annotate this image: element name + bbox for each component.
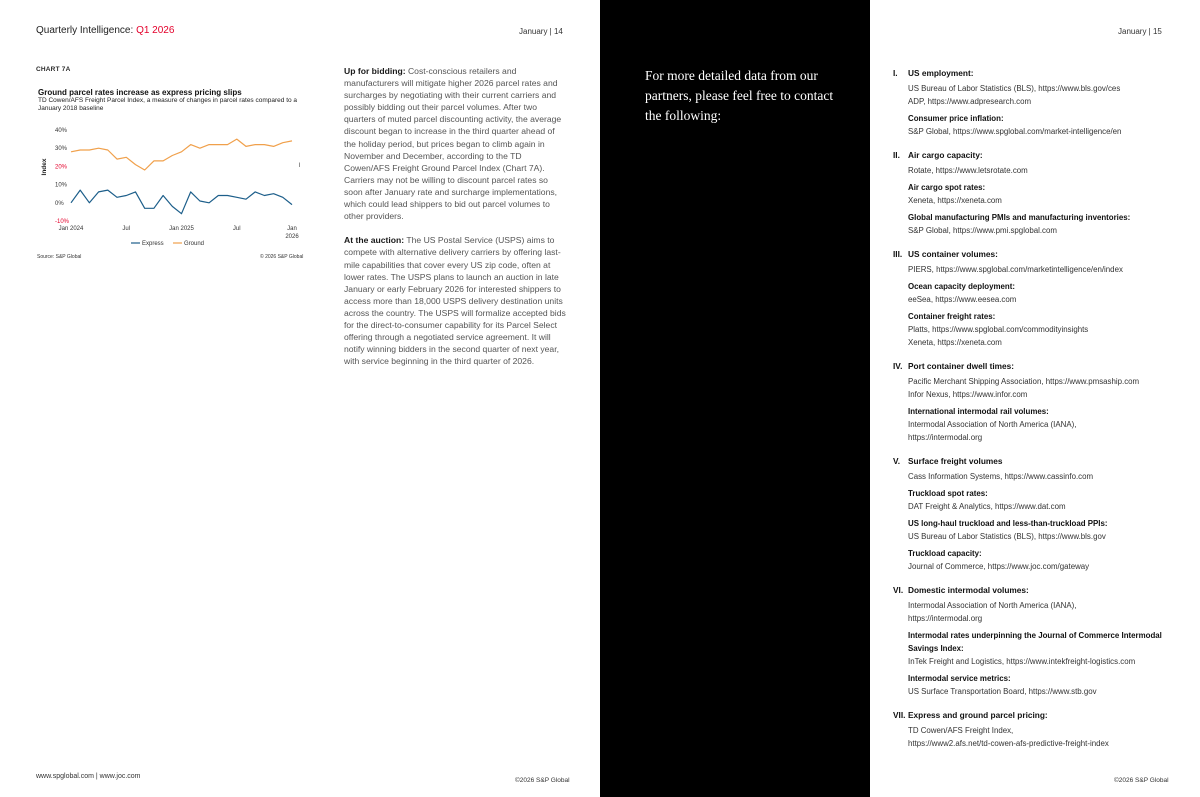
source-section — [893, 709, 1173, 750]
subsection-title: International intermodal rail volumes: — [908, 407, 1049, 416]
source-section-body — [908, 599, 1173, 698]
y-axis-ticks — [55, 128, 70, 225]
paragraph-text: Cost-conscious retailers and manufacturers will mitigate higher 2026 parcel rates and surcharges by negotiating with their current carriers and possibly bidding out their parcel volumes. After two quarters of muted parcel discounting activity, the average discount began to increase in the third quarter ahead of the holiday period, but prices began to climb again in November and December, according to the TD Cowen/AFS Freight Ground Parcel Index (Chart 7A). Carriers may not be willing to discount parcel rates so soon after January rate and surcharge implementations, which could lead shippers to bid out parcel volumes to other providers. — [344, 66, 562, 222]
section-number: VII. — [893, 710, 906, 720]
source-section-heading — [893, 248, 1173, 261]
subsection-title: Container freight rates: — [908, 312, 996, 321]
subsection-title: Ocean capacity deployment: — [908, 282, 1015, 291]
source-line[interactable]: https://intermodal.org — [908, 614, 983, 623]
source-subsection — [908, 487, 1173, 513]
x-tick-label: Jul — [122, 226, 131, 232]
subsection-title: Intermodal rates underpinning the Journal of Commerce Intermodal Savings Index: — [908, 631, 1162, 653]
chart-title: Ground parcel rates increase as express pricing slips — [38, 88, 242, 97]
source-subsection — [908, 112, 1173, 138]
source-section-heading — [893, 67, 1173, 80]
y-tick-label: 30% — [55, 146, 68, 153]
source-line[interactable]: Xeneta, https://xeneta.com — [908, 338, 1002, 347]
source-line[interactable]: Xeneta, https://xeneta.com — [908, 196, 1002, 205]
source-section — [893, 149, 1173, 237]
source-line[interactable]: DAT Freight & Analytics, https://www.dat.com — [908, 502, 1066, 511]
y-tick-label: -10% — [55, 219, 70, 225]
legend-label-express: Express — [142, 241, 164, 247]
report-title-quarter: Q1 2026 — [136, 25, 175, 36]
article-body — [344, 65, 566, 379]
chart-source: Source: S&P Global — [37, 254, 82, 260]
source-section — [893, 455, 1173, 573]
source-line[interactable]: Rotate, https://www.letsrotate.com — [908, 166, 1028, 175]
source-subsection — [908, 629, 1173, 668]
chart-label: CHART 7A — [36, 66, 71, 73]
footer-links[interactable]: www.spglobal.com | www.joc.com — [36, 773, 141, 780]
source-section-body — [908, 82, 1173, 138]
section-title: Express and ground parcel pricing: — [908, 710, 1048, 720]
y-tick-label: 40% — [55, 128, 68, 134]
paragraph-up-for-bidding — [344, 65, 566, 222]
subsection-title: Air cargo spot rates: — [908, 183, 986, 192]
report-title — [36, 25, 174, 36]
source-line[interactable]: US Bureau of Labor Statistics (BLS), https://www.bls.gov/ces — [908, 84, 1121, 93]
source-line[interactable]: Infor Nexus, https://www.infor.com — [908, 390, 1028, 399]
section-title: US container volumes: — [908, 249, 998, 259]
section-number: V. — [893, 456, 901, 466]
chart-series — [71, 139, 292, 214]
subsection-title: Truckload spot rates: — [908, 489, 988, 498]
subsection-title: US long-haul truckload and less-than-truckload PPIs: — [908, 519, 1108, 528]
source-line[interactable]: Intermodal Association of North America (IANA), — [908, 420, 1077, 429]
section-title: Port container dwell times: — [908, 361, 1015, 371]
source-line[interactable]: ADP, https://www.adpresearch.com — [908, 97, 1032, 106]
x-tick-label: Jan — [287, 226, 297, 232]
source-subsection — [908, 280, 1173, 306]
legend-label-ground: Ground — [184, 241, 205, 247]
x-tick-label: Jul — [232, 226, 241, 232]
source-subsection — [908, 547, 1173, 573]
x-tick-label-year: 2026 — [285, 234, 299, 240]
y-tick-label: 0% — [55, 200, 64, 207]
section-number: II. — [893, 150, 900, 160]
series-line-express — [71, 190, 292, 214]
section-number: IV. — [893, 361, 903, 371]
source-line[interactable]: PIERS, https://www.spglobal.com/marketintelligence/en/index — [908, 265, 1123, 274]
section-title: US employment: — [908, 68, 974, 78]
contact-text: For more detailed data from our partners, please feel free to contact the following: — [645, 68, 834, 123]
source-section — [893, 67, 1173, 138]
contact-panel — [600, 0, 870, 797]
subsection-title: Consumer price inflation: — [908, 114, 1004, 123]
section-number: III. — [893, 249, 903, 259]
y-tick-label: 10% — [55, 182, 68, 189]
section-number: VI. — [893, 585, 904, 595]
source-line[interactable]: US Bureau of Labor Statistics (BLS), https://www.bls.gov — [908, 532, 1106, 541]
subsection-title: Global manufacturing PMIs and manufacturing inventories: — [908, 213, 1131, 222]
source-line[interactable]: https://intermodal.org — [908, 433, 983, 442]
source-section-heading — [893, 360, 1173, 373]
source-section-body — [908, 164, 1173, 237]
section-title: Air cargo capacity: — [908, 150, 983, 160]
report-title-prefix: Quarterly Intelligence: — [36, 25, 137, 36]
chart-copyright: © 2026 S&P Global — [260, 254, 304, 260]
series-line-ground — [71, 139, 292, 170]
source-section-heading — [893, 709, 1173, 722]
source-section-heading — [893, 584, 1173, 597]
chart-legend — [131, 241, 204, 247]
source-section-body — [908, 375, 1173, 444]
page-number-right: January | 15 — [1118, 27, 1162, 36]
source-line[interactable]: Cass Information Systems, https://www.cassinfo.com — [908, 472, 1094, 481]
source-line[interactable]: Pacific Merchant Shipping Association, https://www.pmsaship.com — [908, 377, 1140, 386]
source-line[interactable]: Journal of Commerce, https://www.joc.com/gateway — [908, 562, 1090, 571]
source-line[interactable]: US Surface Transportation Board, https://www.stb.gov — [908, 687, 1097, 696]
source-line[interactable]: S&P Global, https://www.pmi.spglobal.com — [908, 226, 1057, 235]
x-axis-ticks — [59, 226, 300, 240]
source-subsection — [908, 181, 1173, 207]
source-line[interactable]: https://www2.afs.net/td-cowen-afs-predictive-freight-index — [908, 739, 1109, 748]
data-sources-list — [893, 67, 1173, 761]
paragraph-at-the-auction — [344, 234, 566, 367]
footer-copyright-right: ©2026 S&P Global — [1114, 777, 1169, 784]
source-subsection — [908, 405, 1173, 444]
source-section-heading — [893, 455, 1173, 468]
subsection-title: Intermodal service metrics: — [908, 674, 1011, 683]
source-line[interactable]: S&P Global, https://www.spglobal.com/market-intelligence/en — [908, 127, 1122, 136]
section-title: Surface freight volumes — [908, 456, 1003, 466]
footer-copyright-left: ©2026 S&P Global — [515, 777, 570, 784]
source-line[interactable]: TD Cowen/AFS Freight Index, — [908, 726, 1014, 735]
paragraph-lead: Up for bidding: — [344, 66, 406, 76]
paragraph-text: The US Postal Service (USPS) aims to compete with alternative delivery carriers by offering last-mile capabilities that cover every US zip code, often at lower rates. The USPS plans to launch an auction in late January or early February 2026 for interested shippers to access more than 18,000 USPS delivery destination units across the country. The USPS will formalize accepted bids for the direct-to-consumer capability for its Parcel Select offering through a negotiated service agreement. It will notify winning bidders in the second quarter of next year, with service beginning in the third quarter of 2026. — [344, 235, 566, 367]
source-section-body — [908, 724, 1173, 750]
source-line[interactable]: eeSea, https://www.eesea.com — [908, 295, 1017, 304]
source-section — [893, 584, 1173, 698]
source-line[interactable]: Platts, https://www.spglobal.com/commodityinsights — [908, 325, 1089, 334]
source-subsection — [908, 211, 1173, 237]
source-line[interactable]: Intermodal Association of North America (IANA), — [908, 601, 1077, 610]
right-edge-marker: l — [299, 163, 301, 169]
y-tick-label: 20% — [55, 164, 68, 171]
paragraph-lead: At the auction: — [344, 235, 405, 246]
source-line[interactable]: InTek Freight and Logistics, https://www.intekfreight-logistics.com — [908, 657, 1136, 666]
subsection-title: Truckload capacity: — [908, 549, 982, 558]
source-section-heading — [893, 149, 1173, 162]
x-tick-label: Jan 2025 — [169, 226, 194, 232]
source-subsection — [908, 672, 1173, 698]
source-section — [893, 360, 1173, 444]
source-section-body — [908, 470, 1173, 573]
source-subsection — [908, 310, 1173, 349]
source-section-body — [908, 263, 1173, 349]
section-number: I. — [893, 68, 898, 78]
x-tick-label: Jan 2024 — [58, 226, 84, 232]
source-section — [893, 248, 1173, 349]
source-subsection — [908, 517, 1173, 543]
chart-subtitle: TD Cowen/AFS Freight Parcel Index, a measure of changes in parcel rates compared to a January 2018 baseline — [38, 97, 298, 112]
parcel-index-chart — [30, 120, 310, 252]
y-axis-label: Index — [41, 158, 48, 176]
section-title: Domestic intermodal volumes: — [908, 585, 1029, 595]
page-number-left: January | 14 — [519, 27, 563, 36]
